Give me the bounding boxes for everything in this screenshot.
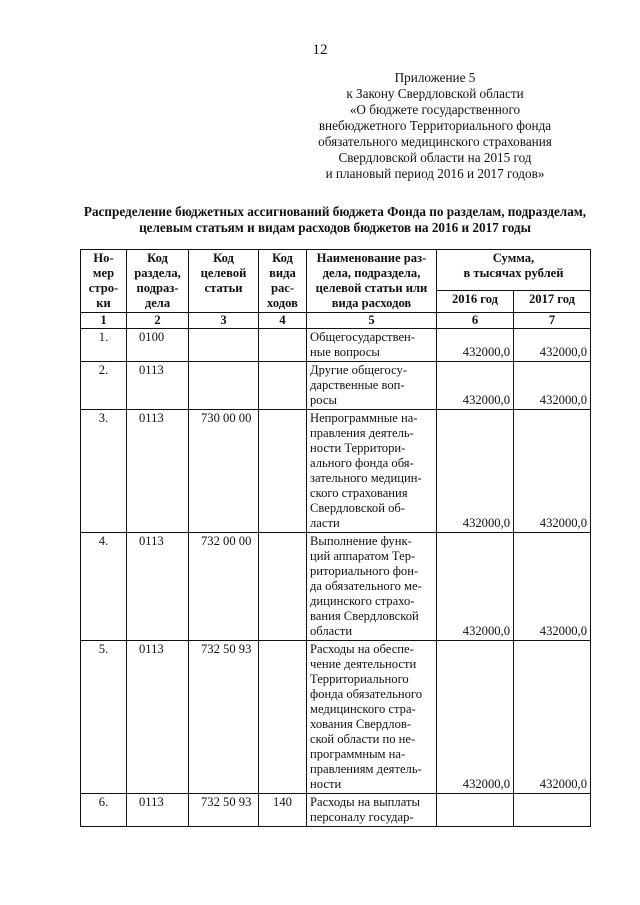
- header-name: Наименование раз- дела, подраздела, целевой статьи или вида расходов: [307, 250, 437, 313]
- column-number: 1: [81, 313, 127, 329]
- column-number: 7: [514, 313, 591, 329]
- cell-row-number: 2.: [81, 362, 127, 410]
- cell-sum-2017: 432000,0: [514, 329, 591, 362]
- cell-expense-code: [259, 533, 307, 641]
- cell-section-code: 0113: [127, 641, 189, 794]
- cell-section-code: 0100: [127, 329, 189, 362]
- table-row: [81, 329, 591, 362]
- appendix-header: [285, 70, 585, 182]
- cell-row-number: 5.: [81, 641, 127, 794]
- title-line-2: целевым статьям и видам расходов бюджетов на 2016 и 2017 годы: [139, 220, 531, 235]
- table-row: [81, 641, 591, 794]
- cell-row-number: 6.: [81, 794, 127, 827]
- cell-target-code: 732 50 93: [189, 794, 259, 827]
- appendix-line: Приложение 5: [394, 70, 476, 85]
- cell-row-number: 4.: [81, 533, 127, 641]
- header-row-number: Но- мер стро- ки: [81, 250, 127, 313]
- appendix-line: «О бюджете государственного: [349, 102, 521, 117]
- cell-name: Выполнение функ- ций аппаратом Тер- риториального фон- да обязательного ме- дицинского страхо- вания Свердловской области: [307, 533, 437, 641]
- header-expense-code: Код вида рас- ходов: [259, 250, 307, 313]
- page-number: 12: [312, 42, 328, 58]
- cell-sum-2016: 432000,0: [437, 533, 514, 641]
- column-numbers-row: [81, 313, 591, 329]
- table-row: [81, 794, 591, 827]
- header-sum: Сумма, в тысячах рублей: [437, 250, 591, 291]
- cell-section-code: 0113: [127, 362, 189, 410]
- appendix-line: обязательного медицинского страхования: [318, 134, 552, 149]
- cell-name: Общегосударствен- ные вопросы: [307, 329, 437, 362]
- document-title: [70, 204, 600, 236]
- cell-expense-code: [259, 410, 307, 533]
- cell-expense-code: [259, 641, 307, 794]
- cell-name: Расходы на обеспе- чение деятельности Территориального фонда обязательного медицинского стра- хования Свердлов- ской области по не- программным на- правлениям деятель- ности: [307, 641, 437, 794]
- appendix-line: к Закону Свердловской области: [346, 86, 524, 101]
- cell-section-code: 0113: [127, 410, 189, 533]
- title-line-1: Распределение бюджетных ассигнований бюджета Фонда по разделам, подразделам,: [83, 204, 587, 219]
- cell-name: Непрограммные на- правления деятель- ности Территори- ального фонда обя- зательного медицин- ского страхования Свердловской об- ласти: [307, 410, 437, 533]
- cell-sum-2016: 432000,0: [437, 641, 514, 794]
- table-row: [81, 533, 591, 641]
- cell-name: Другие общегосу- дарственные воп- росы: [307, 362, 437, 410]
- table-header-row: [81, 250, 591, 291]
- header-section-code: Код раздела, подраз- дела: [127, 250, 189, 313]
- appendix-line: внебюджетного Территориального фонда: [318, 118, 552, 133]
- appendix-line: и плановый период 2016 и 2017 годов»: [325, 166, 545, 181]
- column-number: 3: [189, 313, 259, 329]
- cell-sum-2016: [437, 794, 514, 827]
- cell-target-code: 732 50 93: [189, 641, 259, 794]
- cell-sum-2017: 432000,0: [514, 410, 591, 533]
- appendix-line: Свердловской области на 2015 год: [338, 150, 532, 165]
- column-number: 5: [307, 313, 437, 329]
- cell-sum-2017: [514, 794, 591, 827]
- cell-target-code: [189, 329, 259, 362]
- cell-sum-2017: 432000,0: [514, 641, 591, 794]
- table-row: [81, 362, 591, 410]
- cell-expense-code: [259, 362, 307, 410]
- column-number: 2: [127, 313, 189, 329]
- budget-table: [80, 249, 591, 827]
- cell-name: Расходы на выплаты персоналу государ-: [307, 794, 437, 827]
- cell-sum-2017: 432000,0: [514, 533, 591, 641]
- cell-sum-2016: 432000,0: [437, 410, 514, 533]
- header-year-2016: 2016 год: [437, 290, 514, 312]
- cell-row-number: 3.: [81, 410, 127, 533]
- cell-target-code: 730 00 00: [189, 410, 259, 533]
- cell-expense-code: 140: [259, 794, 307, 827]
- cell-sum-2017: 432000,0: [514, 362, 591, 410]
- cell-sum-2016: 432000,0: [437, 362, 514, 410]
- cell-row-number: 1.: [81, 329, 127, 362]
- header-year-2017: 2017 год: [514, 290, 591, 312]
- cell-expense-code: [259, 329, 307, 362]
- column-number: 6: [437, 313, 514, 329]
- header-target-code: Код целевой статьи: [189, 250, 259, 313]
- column-number: 4: [259, 313, 307, 329]
- table-row: [81, 410, 591, 533]
- cell-section-code: 0113: [127, 533, 189, 641]
- cell-target-code: [189, 362, 259, 410]
- cell-target-code: 732 00 00: [189, 533, 259, 641]
- cell-section-code: 0113: [127, 794, 189, 827]
- cell-sum-2016: 432000,0: [437, 329, 514, 362]
